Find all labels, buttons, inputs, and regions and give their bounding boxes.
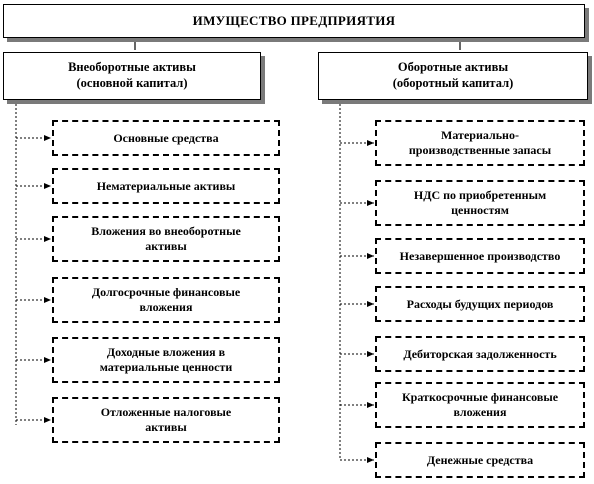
left-item-line1: Отложенные налоговые [100, 405, 232, 419]
right-item-line1: Незавершенное производство [399, 248, 561, 263]
right-item [375, 336, 585, 372]
right-item [375, 120, 585, 166]
left-arrows [16, 138, 51, 420]
right-arrows [340, 143, 374, 460]
left-item-line2: материальные ценности [99, 360, 233, 374]
right-item [375, 382, 585, 428]
left-item-line1: Нематериальные активы [96, 178, 236, 193]
left-item [52, 168, 280, 204]
title-connectors [135, 38, 460, 50]
left-item [52, 277, 280, 323]
right-item [375, 286, 585, 322]
right-item-line2: ценностям [451, 203, 509, 217]
left-item-line2: вложения [139, 300, 193, 314]
category-noncurrent-line2: (основной капитал) [76, 76, 188, 90]
left-item-line1: Вложения во внеоборотные [91, 224, 241, 238]
right-item-line1: НДС по приобретенным [413, 188, 547, 202]
left-item [52, 397, 280, 443]
right-item-line2: вложения [453, 405, 507, 419]
right-item-line1: Материально- [441, 128, 519, 142]
left-item-line1: Доходные вложения в [106, 345, 226, 359]
right-item-line1: Расходы будущих периодов [406, 296, 554, 311]
right-item [375, 238, 585, 274]
left-item-line1: Основные средства [113, 130, 219, 145]
right-item [375, 180, 585, 226]
left-item [52, 120, 280, 156]
right-item-line1: Краткосрочные финансовые [401, 390, 559, 404]
right-item-line2: производственные запасы [408, 143, 552, 157]
left-item [52, 216, 280, 262]
category-noncurrent-assets [3, 52, 261, 100]
left-item-line1: Долгосрочные финансовые [91, 285, 241, 299]
diagram-title [3, 4, 585, 38]
category-current-assets [318, 52, 588, 100]
left-item [52, 337, 280, 383]
right-item-line1: Денежные средства [426, 452, 534, 467]
diagram-title-text: ИМУЩЕСТВО ПРЕДПРИЯТИЯ [192, 12, 396, 28]
left-item-line2: активы [145, 420, 187, 434]
category-current-line1: Оборотные активы [397, 60, 509, 75]
right-item-line1: Дебиторская задолженность [403, 346, 557, 361]
right-item [375, 442, 585, 478]
category-current-line2: (оборотный капитал) [392, 76, 514, 90]
category-noncurrent-line1: Внеоборотные активы [68, 60, 196, 75]
left-item-line2: активы [145, 239, 187, 253]
